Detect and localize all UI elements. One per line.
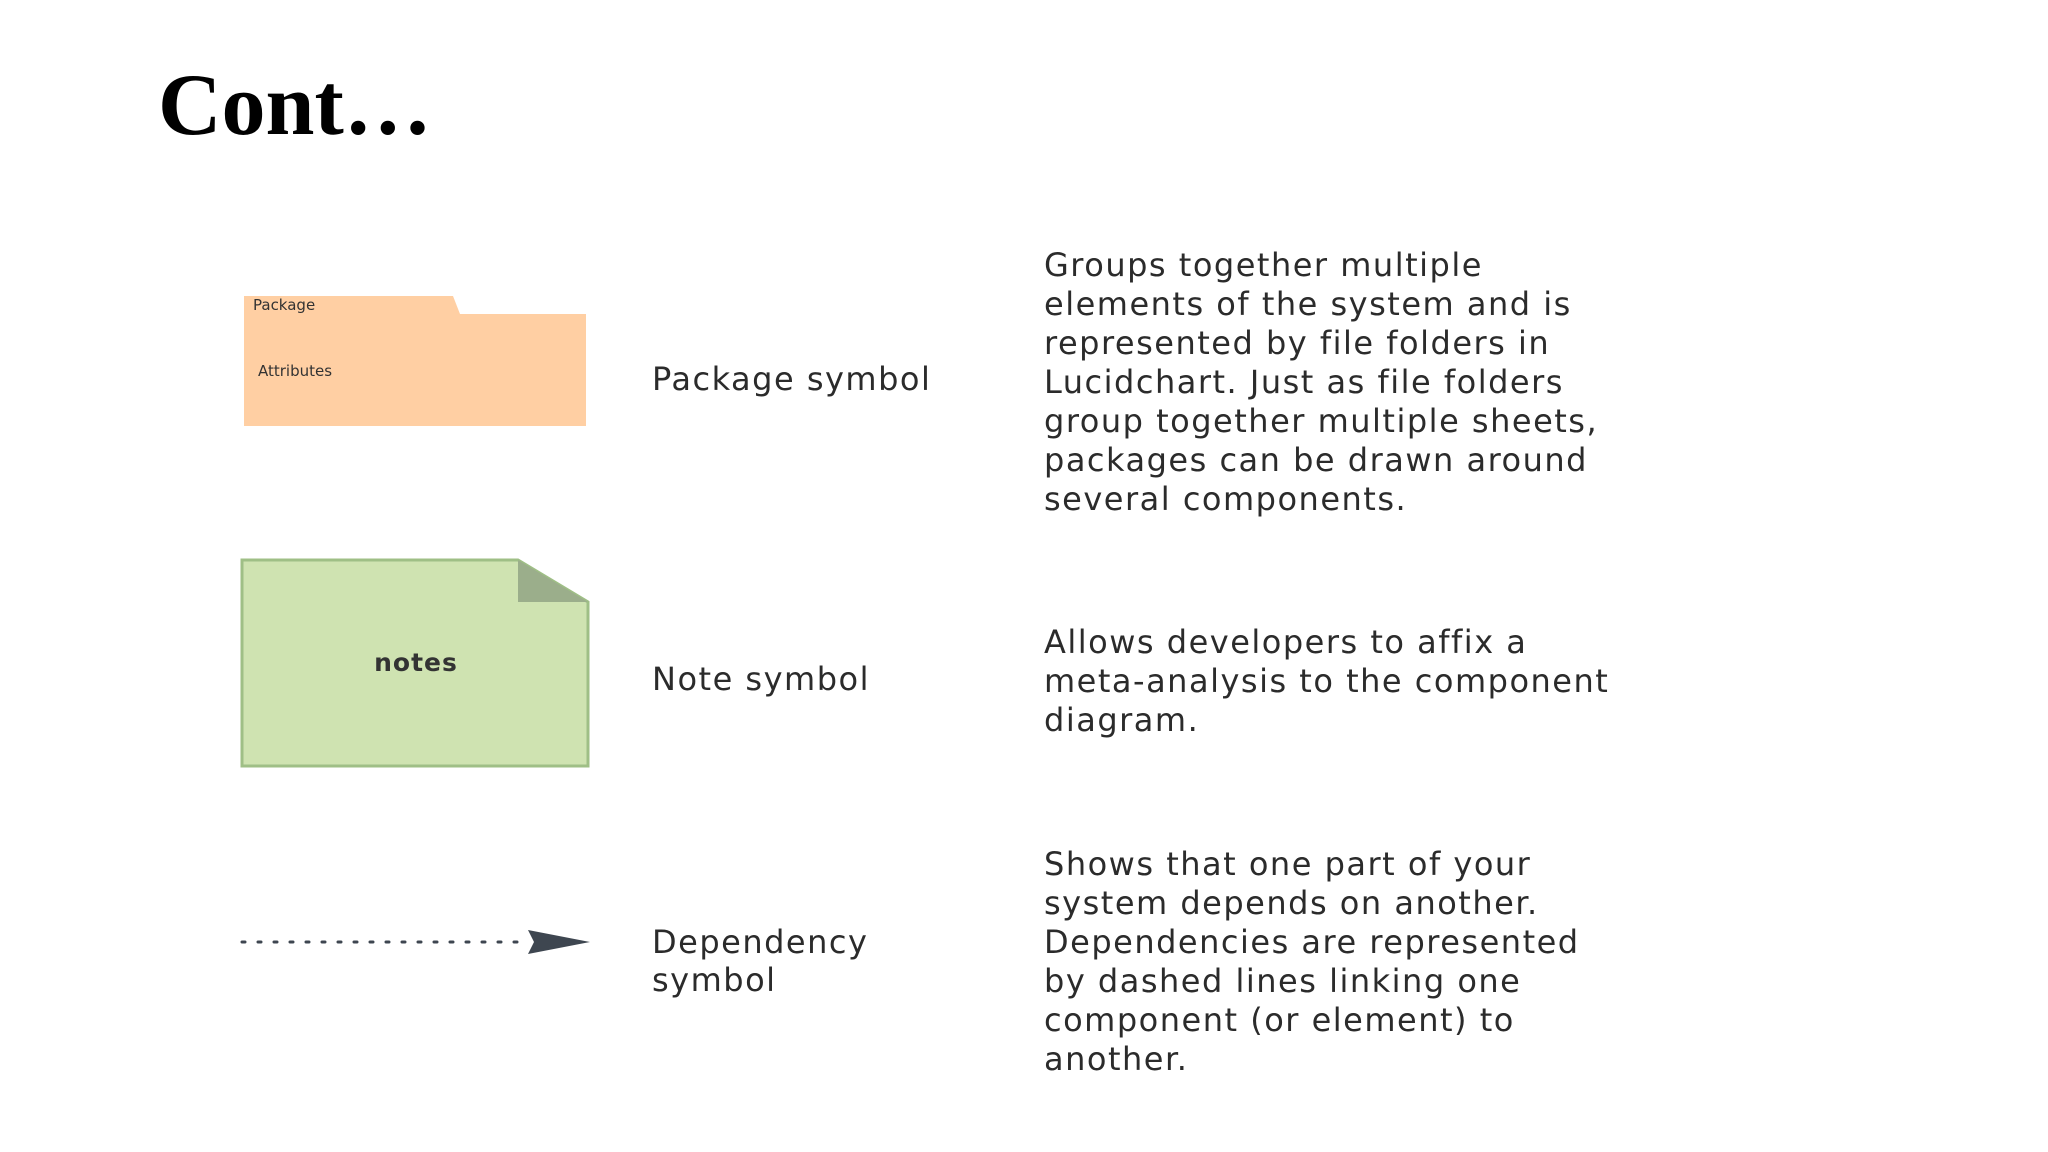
note-symbol-icon <box>240 558 594 770</box>
dependency-arrowhead <box>528 930 590 954</box>
note-symbol-description: Allows developers to affix a meta-analysis to the component diagram. <box>1044 623 1610 739</box>
package-symbol-label: Package symbol <box>652 360 932 398</box>
dependency-symbol-label: Dependency symbol <box>652 923 869 999</box>
package-attributes-label: Attributes <box>258 362 333 380</box>
package-tab-label: Package <box>253 296 316 314</box>
note-symbol-label: Note symbol <box>652 660 870 698</box>
note-body-label: notes <box>374 648 458 677</box>
package-symbol-icon <box>240 294 592 430</box>
dependency-symbol-description: Shows that one part of your system depends on another. Dependencies are represented by dashed lines linking one component (or element) to another. <box>1044 845 1580 1078</box>
slide-title: Cont… <box>158 57 432 154</box>
dependency-arrow-icon <box>238 922 596 962</box>
package-symbol-description: Groups together multiple elements of the system and is represented by file folders in Lucidchart. Just as file folders group together multiple sheets, packages can be drawn around several components. <box>1044 246 1599 518</box>
